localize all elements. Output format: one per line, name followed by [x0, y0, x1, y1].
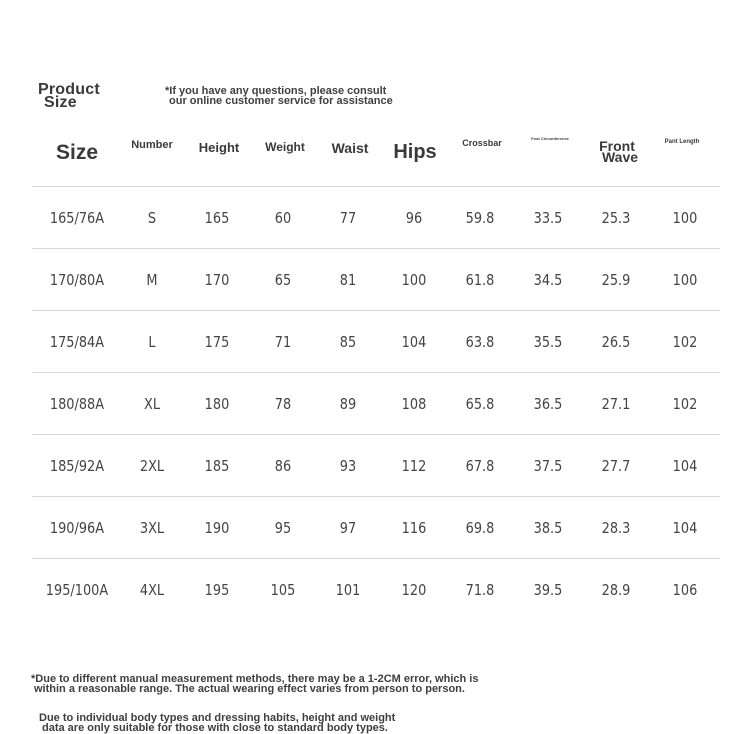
- cell-front-wave: 28.9: [587, 559, 645, 621]
- table-row: [32, 435, 720, 497]
- cell-waist: 77: [319, 187, 377, 249]
- cell-height: 165: [187, 187, 247, 249]
- cell-waist: 93: [319, 435, 377, 497]
- cell-size: 165/76A: [38, 187, 115, 249]
- cell-size: 175/84A: [38, 311, 115, 373]
- cell-foot-circumference: 36.5: [519, 373, 577, 435]
- cell-pant-length: 104: [655, 497, 715, 559]
- cell-waist: 85: [319, 311, 377, 373]
- cell-weight: 71: [256, 311, 309, 373]
- cell-front-wave: 28.3: [587, 497, 645, 559]
- measurement-error-note: [31, 674, 478, 694]
- size-table: [32, 186, 720, 620]
- cell-foot-circumference: 35.5: [519, 311, 577, 373]
- measurement-error-note-line-1: *Due to different manual measurement methods, there may be a 1-2CM error, which is: [31, 673, 479, 685]
- cell-front-wave: 27.7: [587, 435, 645, 497]
- cell-hips: 108: [386, 373, 441, 435]
- cell-front-wave: 25.3: [587, 187, 645, 249]
- cell-number: 2XL: [126, 435, 178, 497]
- page-title: [38, 83, 100, 109]
- cell-crossbar: 61.8: [451, 249, 509, 311]
- title-line-1: Product: [38, 81, 100, 98]
- header-weight: Weight: [265, 140, 305, 154]
- cell-front-wave: 26.5: [587, 311, 645, 373]
- cell-hips: 112: [386, 435, 441, 497]
- measurement-error-note-line-2: within a reasonable range. The actual wearing effect varies from person to person.: [34, 683, 465, 695]
- body-type-note-line-2: data are only suitable for those with close to standard body types.: [42, 722, 388, 734]
- cell-hips: 100: [386, 249, 441, 311]
- header-height: Height: [198, 140, 240, 155]
- header-waist: Waist: [331, 140, 369, 156]
- cell-waist: 81: [319, 249, 377, 311]
- cell-height: 185: [187, 435, 247, 497]
- cell-foot-circumference: 37.5: [519, 435, 577, 497]
- cell-size: 180/88A: [38, 373, 115, 435]
- header-foot-circumference: Foot Circumference: [531, 136, 569, 141]
- cell-weight: 86: [256, 435, 309, 497]
- cell-size: 195/100A: [38, 559, 115, 621]
- cell-crossbar: 67.8: [451, 435, 509, 497]
- cell-pant-length: 104: [655, 435, 715, 497]
- cell-number: S: [126, 187, 178, 249]
- cell-waist: 101: [319, 559, 377, 621]
- cell-pant-length: 102: [655, 311, 715, 373]
- header-front-wave: [596, 138, 639, 165]
- cell-front-wave: 25.9: [587, 249, 645, 311]
- cell-crossbar: 65.8: [451, 373, 509, 435]
- cell-waist: 97: [319, 497, 377, 559]
- cell-foot-circumference: 33.5: [519, 187, 577, 249]
- header-size: Size: [55, 141, 99, 164]
- table-row: [32, 249, 720, 311]
- header-hips: Hips: [393, 141, 437, 163]
- cell-number: 3XL: [126, 497, 178, 559]
- cell-weight: 78: [256, 373, 309, 435]
- cell-size: 170/80A: [38, 249, 115, 311]
- cell-pant-length: 100: [655, 249, 715, 311]
- cell-hips: 104: [386, 311, 441, 373]
- cell-pant-length: 102: [655, 373, 715, 435]
- cell-number: L: [126, 311, 178, 373]
- cell-number: M: [126, 249, 178, 311]
- body-type-note: [39, 713, 395, 733]
- table-header: [0, 132, 750, 182]
- consult-note-line-1: *If you have any questions, please consult: [165, 85, 387, 97]
- cell-size: 185/92A: [38, 435, 115, 497]
- cell-front-wave: 27.1: [587, 373, 645, 435]
- cell-foot-circumference: 39.5: [519, 559, 577, 621]
- cell-foot-circumference: 34.5: [519, 249, 577, 311]
- cell-weight: 95: [256, 497, 309, 559]
- table-row: [32, 559, 720, 621]
- header-pant-length: Pant Length: [664, 139, 700, 145]
- title-line-2: Size: [44, 94, 77, 111]
- cell-height: 195: [187, 559, 247, 621]
- cell-hips: 116: [386, 497, 441, 559]
- cell-crossbar: 69.8: [451, 497, 509, 559]
- cell-height: 190: [187, 497, 247, 559]
- table-row: [32, 497, 720, 559]
- consult-note: [165, 86, 393, 106]
- cell-weight: 60: [256, 187, 309, 249]
- cell-crossbar: 59.8: [451, 187, 509, 249]
- cell-crossbar: 71.8: [451, 559, 509, 621]
- cell-height: 175: [187, 311, 247, 373]
- cell-number: XL: [126, 373, 178, 435]
- cell-pant-length: 100: [655, 187, 715, 249]
- header-number: Number: [131, 139, 173, 151]
- cell-height: 180: [187, 373, 247, 435]
- cell-weight: 65: [256, 249, 309, 311]
- header-front-wave-line-2: Wave: [601, 149, 639, 165]
- table-row: [32, 187, 720, 249]
- cell-pant-length: 106: [655, 559, 715, 621]
- cell-hips: 96: [386, 187, 441, 249]
- header-crossbar: Crossbar: [462, 138, 502, 148]
- consult-note-line-2: our online customer service for assistance: [169, 95, 393, 107]
- cell-waist: 89: [319, 373, 377, 435]
- cell-crossbar: 63.8: [451, 311, 509, 373]
- cell-size: 190/96A: [38, 497, 115, 559]
- table-row: [32, 311, 720, 373]
- header-front-wave-line-1: Front: [599, 138, 635, 154]
- cell-number: 4XL: [126, 559, 178, 621]
- cell-hips: 120: [386, 559, 441, 621]
- cell-height: 170: [187, 249, 247, 311]
- body-type-note-line-1: Due to individual body types and dressing habits, height and weight: [39, 712, 396, 724]
- cell-weight: 105: [256, 559, 309, 621]
- table-row: [32, 373, 720, 435]
- cell-foot-circumference: 38.5: [519, 497, 577, 559]
